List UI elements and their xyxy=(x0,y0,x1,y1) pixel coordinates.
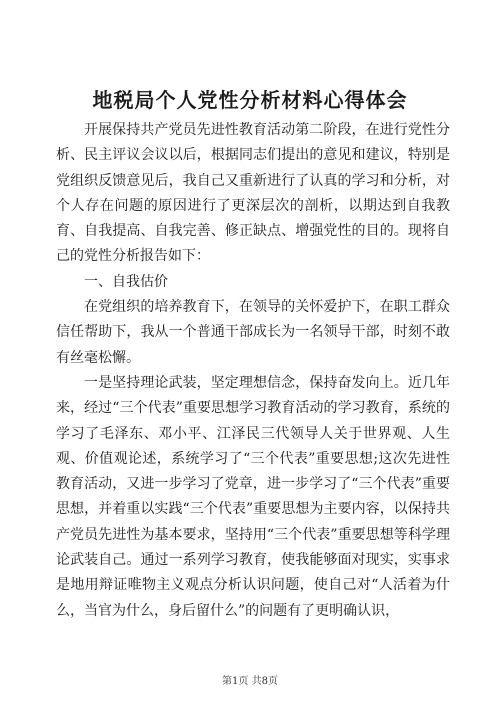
document-body xyxy=(56,118,450,624)
paragraph-theory: 一是坚持理论武装，坚定理想信念，保持奋发向上。近几年来，经过“三个代表”重要思想学习教育活动的学习教育，系统的学习了毛泽东、邓小平、江泽民三代领导人关于世界观、人生观、价值观论述，系统学习了“三个代表”重要思想;这次先进性教育活动，又进一步学习了党章，进一步学习了“三个代表”重要思想，并着重以实践“三个代表”重要思想为主要内容，以保持共产党员先进性为基本要求，坚持用“三个代表”重要思想等科学理论武装自己。通过一系列学习教育，使我能够面对现实，实事求是地用辩证唯物主义观点分析认识问题，使自己对“人活着为什么，当官为什么，身后留什么”的问题有了更明确认识， xyxy=(56,374,450,619)
paragraph-intro: 开展保持共产党员先进性教育活动第二阶段，在进行党性分析、民主评议会议以后，根据同志们提出的意见和建议，特别是党组织反馈意见后，我自己又重新进行了认真的学习和分析，对个人存在问题的原因进行了更深层次的剖析，以期达到自我教育、自我提高、自我完善、修正缺点、增强党性的目的。现将自己的党性分析报告如下： xyxy=(56,122,450,265)
section-heading-self-assessment: 一、自我估价 xyxy=(84,273,168,290)
document-title: 地税局个人党性分析材料心得体会 xyxy=(92,88,408,112)
page-number-footer: 第1页 共8页 xyxy=(222,676,278,687)
paragraph-growth: 在党组织的培养教育下，在领导的关怀爱护下，在职工群众信任帮助下，我从一个普通干部成长为一名领导干部，时刻不敢有丝毫松懈。 xyxy=(56,299,450,366)
